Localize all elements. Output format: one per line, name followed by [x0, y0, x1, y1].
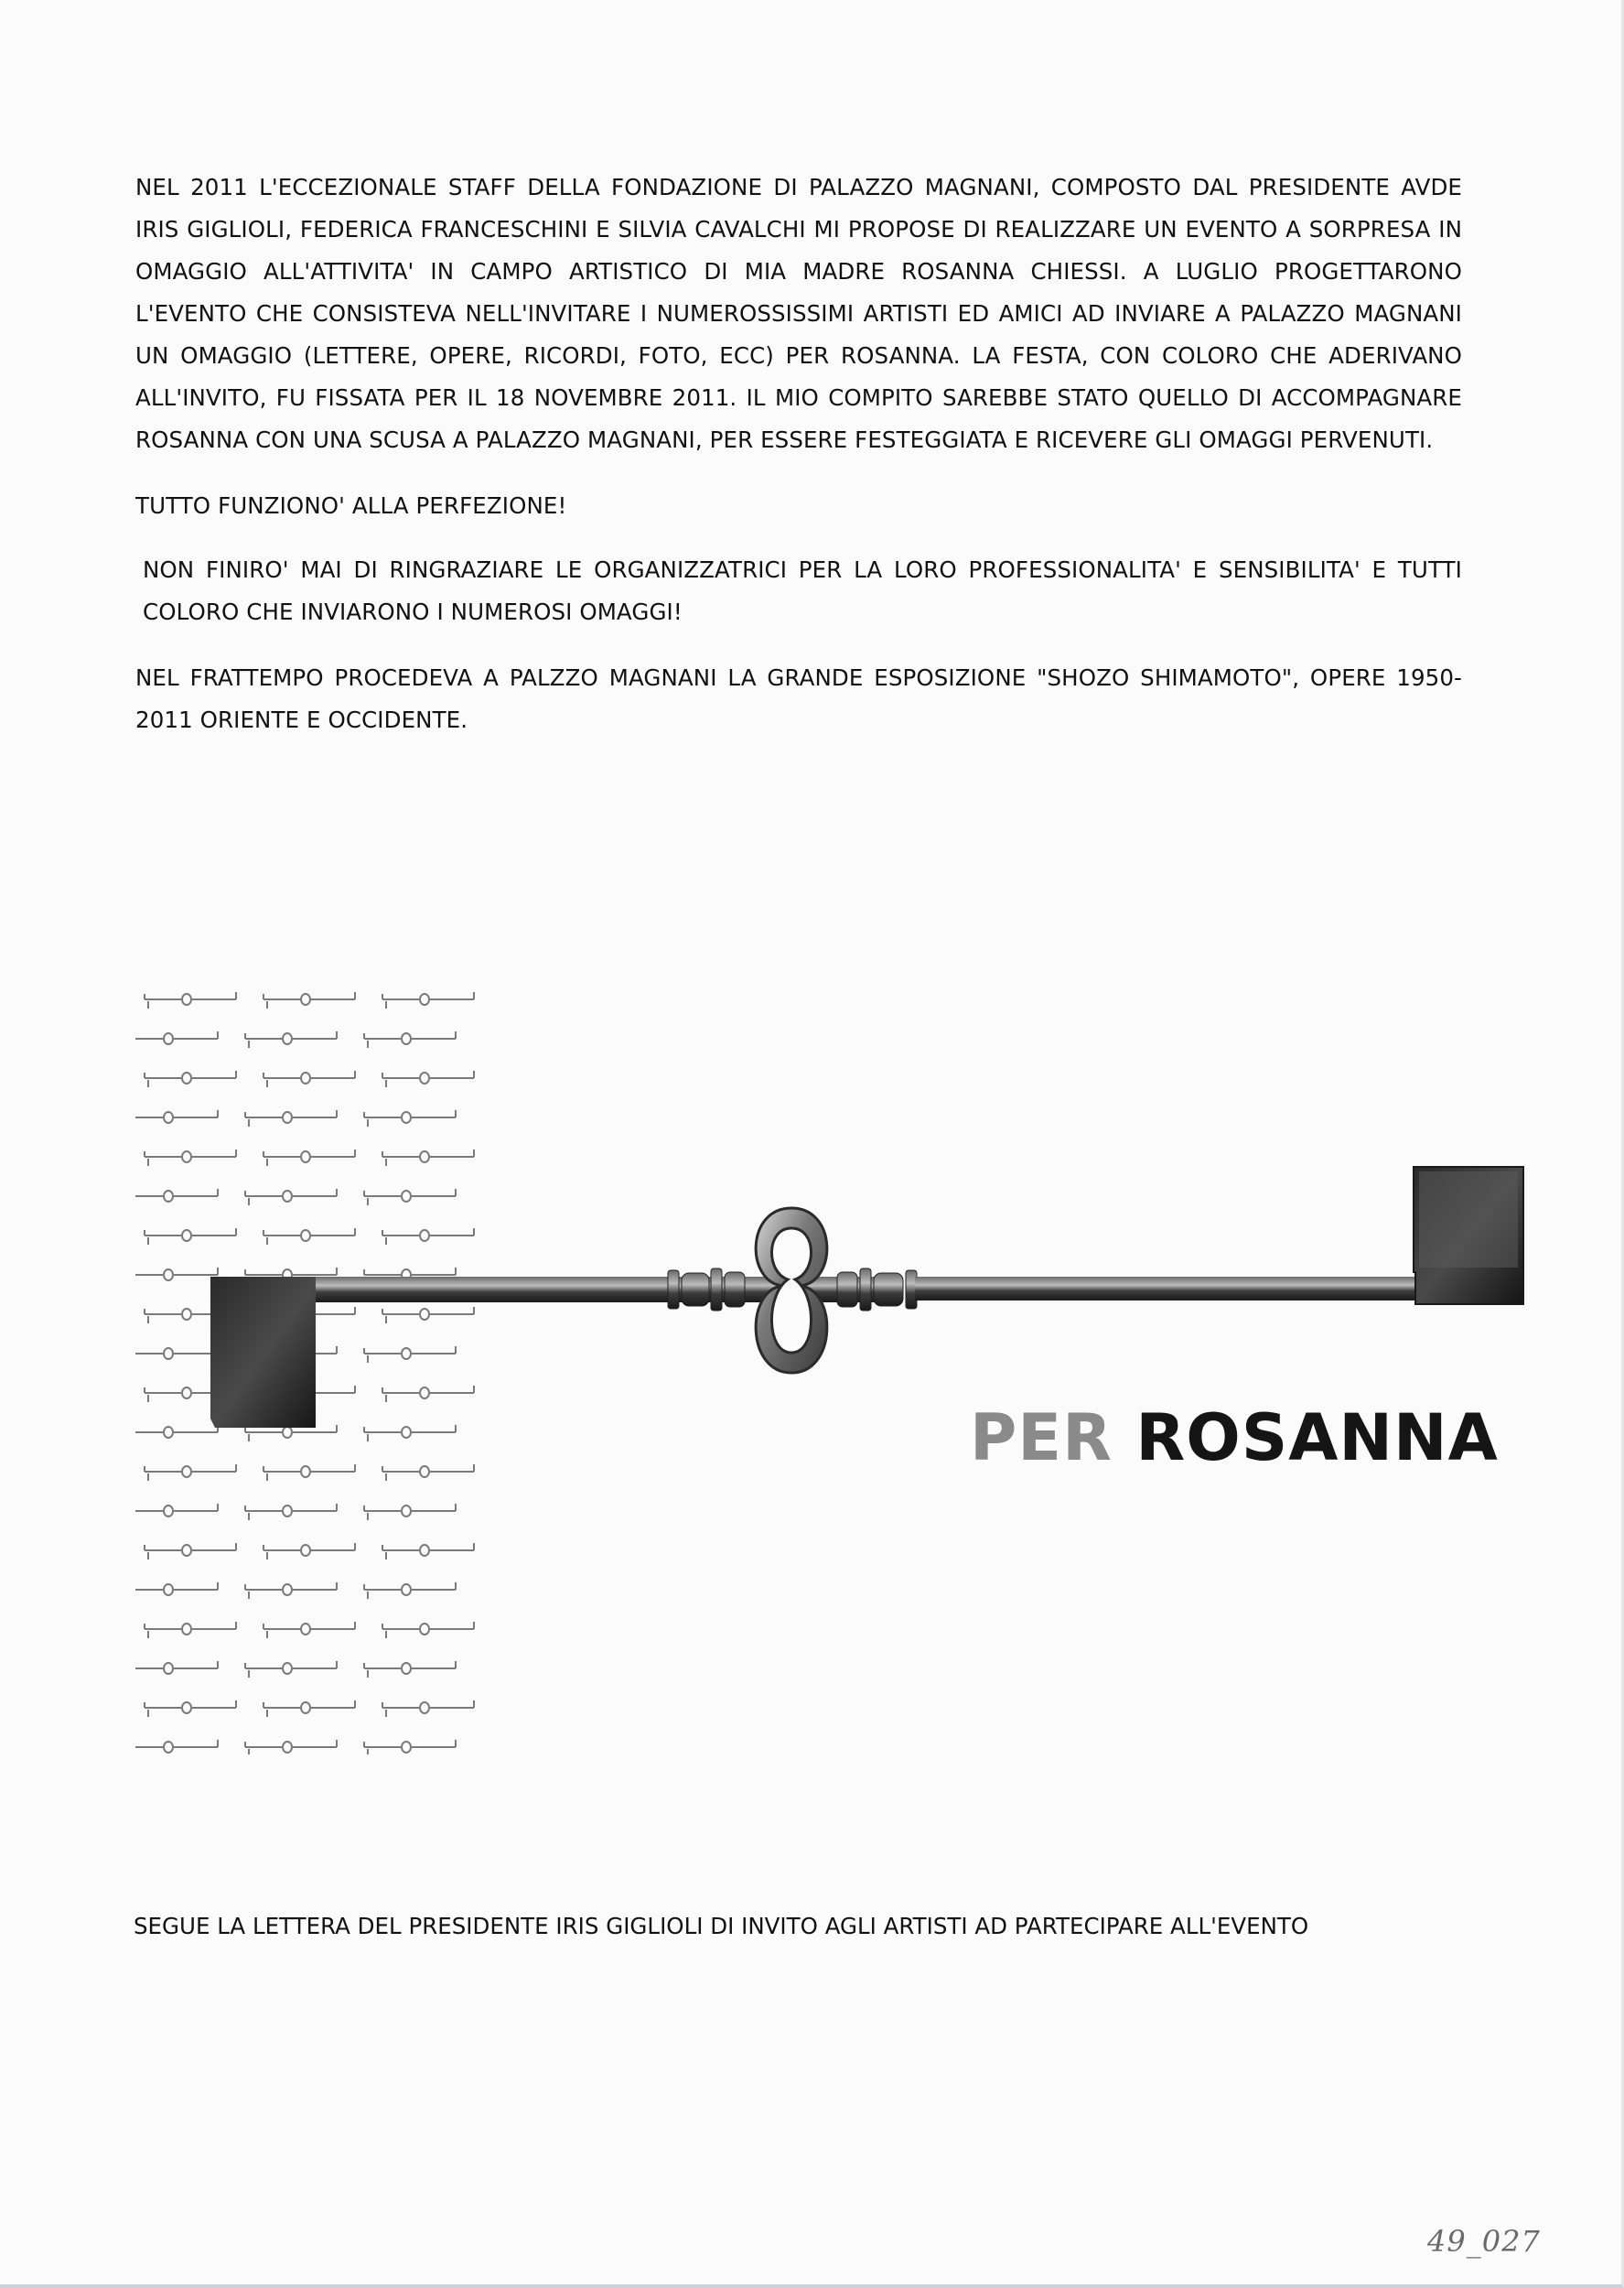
small-key-icon	[135, 1740, 218, 1754]
small-key-icon	[382, 1622, 474, 1638]
small-key-icon	[245, 1740, 337, 1754]
small-key-icon	[145, 1464, 236, 1481]
small-key-icon	[135, 1504, 218, 1520]
paragraph-success: TUTTO FUNZIONO' ALLA PERFEZIONE!	[135, 492, 567, 519]
small-key-icon	[245, 1582, 337, 1599]
small-key-icon	[364, 1504, 456, 1520]
body-text	[135, 167, 1462, 765]
small-key-icon	[135, 1110, 218, 1127]
small-key-icon	[364, 1582, 456, 1599]
small-key-icon	[263, 1622, 355, 1638]
small-key-icon	[145, 1622, 236, 1638]
small-key-icon	[245, 1504, 337, 1520]
small-key-icon	[135, 1661, 218, 1678]
title-prefix: PER	[970, 1400, 1113, 1475]
small-key-icon	[382, 1700, 474, 1717]
small-key-icon	[364, 1031, 456, 1048]
title-name: ROSANNA	[1135, 1400, 1499, 1475]
small-key-icon	[145, 992, 236, 1009]
small-key-icon	[245, 1110, 337, 1127]
small-key-icon	[263, 1464, 355, 1481]
small-key-icon	[364, 1110, 456, 1127]
small-key-icon	[263, 1071, 355, 1087]
small-key-icon	[245, 1031, 337, 1048]
small-key-icon	[135, 1582, 218, 1599]
small-key-icon	[382, 1464, 474, 1481]
page-number: 49_027	[1427, 2224, 1541, 2259]
page-title	[970, 1400, 1499, 1475]
small-key-icon	[364, 1740, 456, 1754]
small-key-icon	[145, 1543, 236, 1560]
small-key-icon	[135, 1031, 218, 1048]
small-key-icon	[263, 992, 355, 1009]
small-key-icon	[263, 1700, 355, 1717]
small-key-icon	[145, 1700, 236, 1717]
small-key-icon	[263, 1543, 355, 1560]
paragraph-intro: NEL 2011 L'ECCEZIONALE STAFF DELLA FONDAZIONE DI PALAZZO MAGNANI, COMPOSTO DAL PRESIDENTE AVDE IRIS GIGLIOLI, FEDERICA FRANCESCHINI E SILVIA CAVALCHI MI PROPOSE DI REALIZZARE UN EVENTO A SORPRESA IN OMAGGIO ALL'ATTIVITA' IN CAMPO ARTISTICO DI MIA MADRE ROSANNA CHIESSI. A LUGLIO PROGETTARONO L'EVENTO CHE CONSISTEVA NELL'INVITARE I NUMEROSSISSIMI ARTISTI ED AMICI AD INVIARE A PALAZZO MAGNANI UN OMAGGIO (LETTERE, OPERE, RICORDI, FOTO, ECC) PER ROSANNA. LA FESTA, CON COLORO CHE ADERIVANO ALL'INVITO, FU FISSATA PER IL 18 NOVEMBRE 2011. IL MIO COMPITO SAREBBE STATO QUELLO DI ACCOMPAGNARE ROSANNA CON UNA SCUSA A PALAZZO MAGNANI, PER ESSERE FESTEGGIATA E RICEVERE GLI OMAGGI PERVENUTI.	[135, 174, 1462, 453]
small-key-icon	[364, 1661, 456, 1678]
footer-note: SEGUE LA LETTERA DEL PRESIDENTE IRIS GIGLIOLI DI INVITO AGLI ARTISTI AD PARTECIPARE ALL'EVENTO	[134, 1913, 1309, 1939]
small-key-icon	[145, 1071, 236, 1087]
paragraph-exhibition: NEL FRATTEMPO PROCEDEVA A PALZZO MAGNANI LA GRANDE ESPOSIZIONE "SHOZO SHIMAMOTO", OPERE 1950-2011 ORIENTE E OCCIDENTE.	[135, 664, 1462, 733]
small-key-icon	[245, 1661, 337, 1678]
small-key-icon	[382, 992, 474, 1009]
small-key-icon	[382, 1071, 474, 1087]
small-key-icon	[382, 1543, 474, 1560]
paragraph-thanks: NON FINIRO' MAI DI RINGRAZIARE LE ORGANIZZATRICI PER LA LORO PROFESSIONALITA' E SENSIBILITA' E TUTTI COLORO CHE INVIARONO I NUMEROSI OMAGGI!	[143, 556, 1462, 625]
